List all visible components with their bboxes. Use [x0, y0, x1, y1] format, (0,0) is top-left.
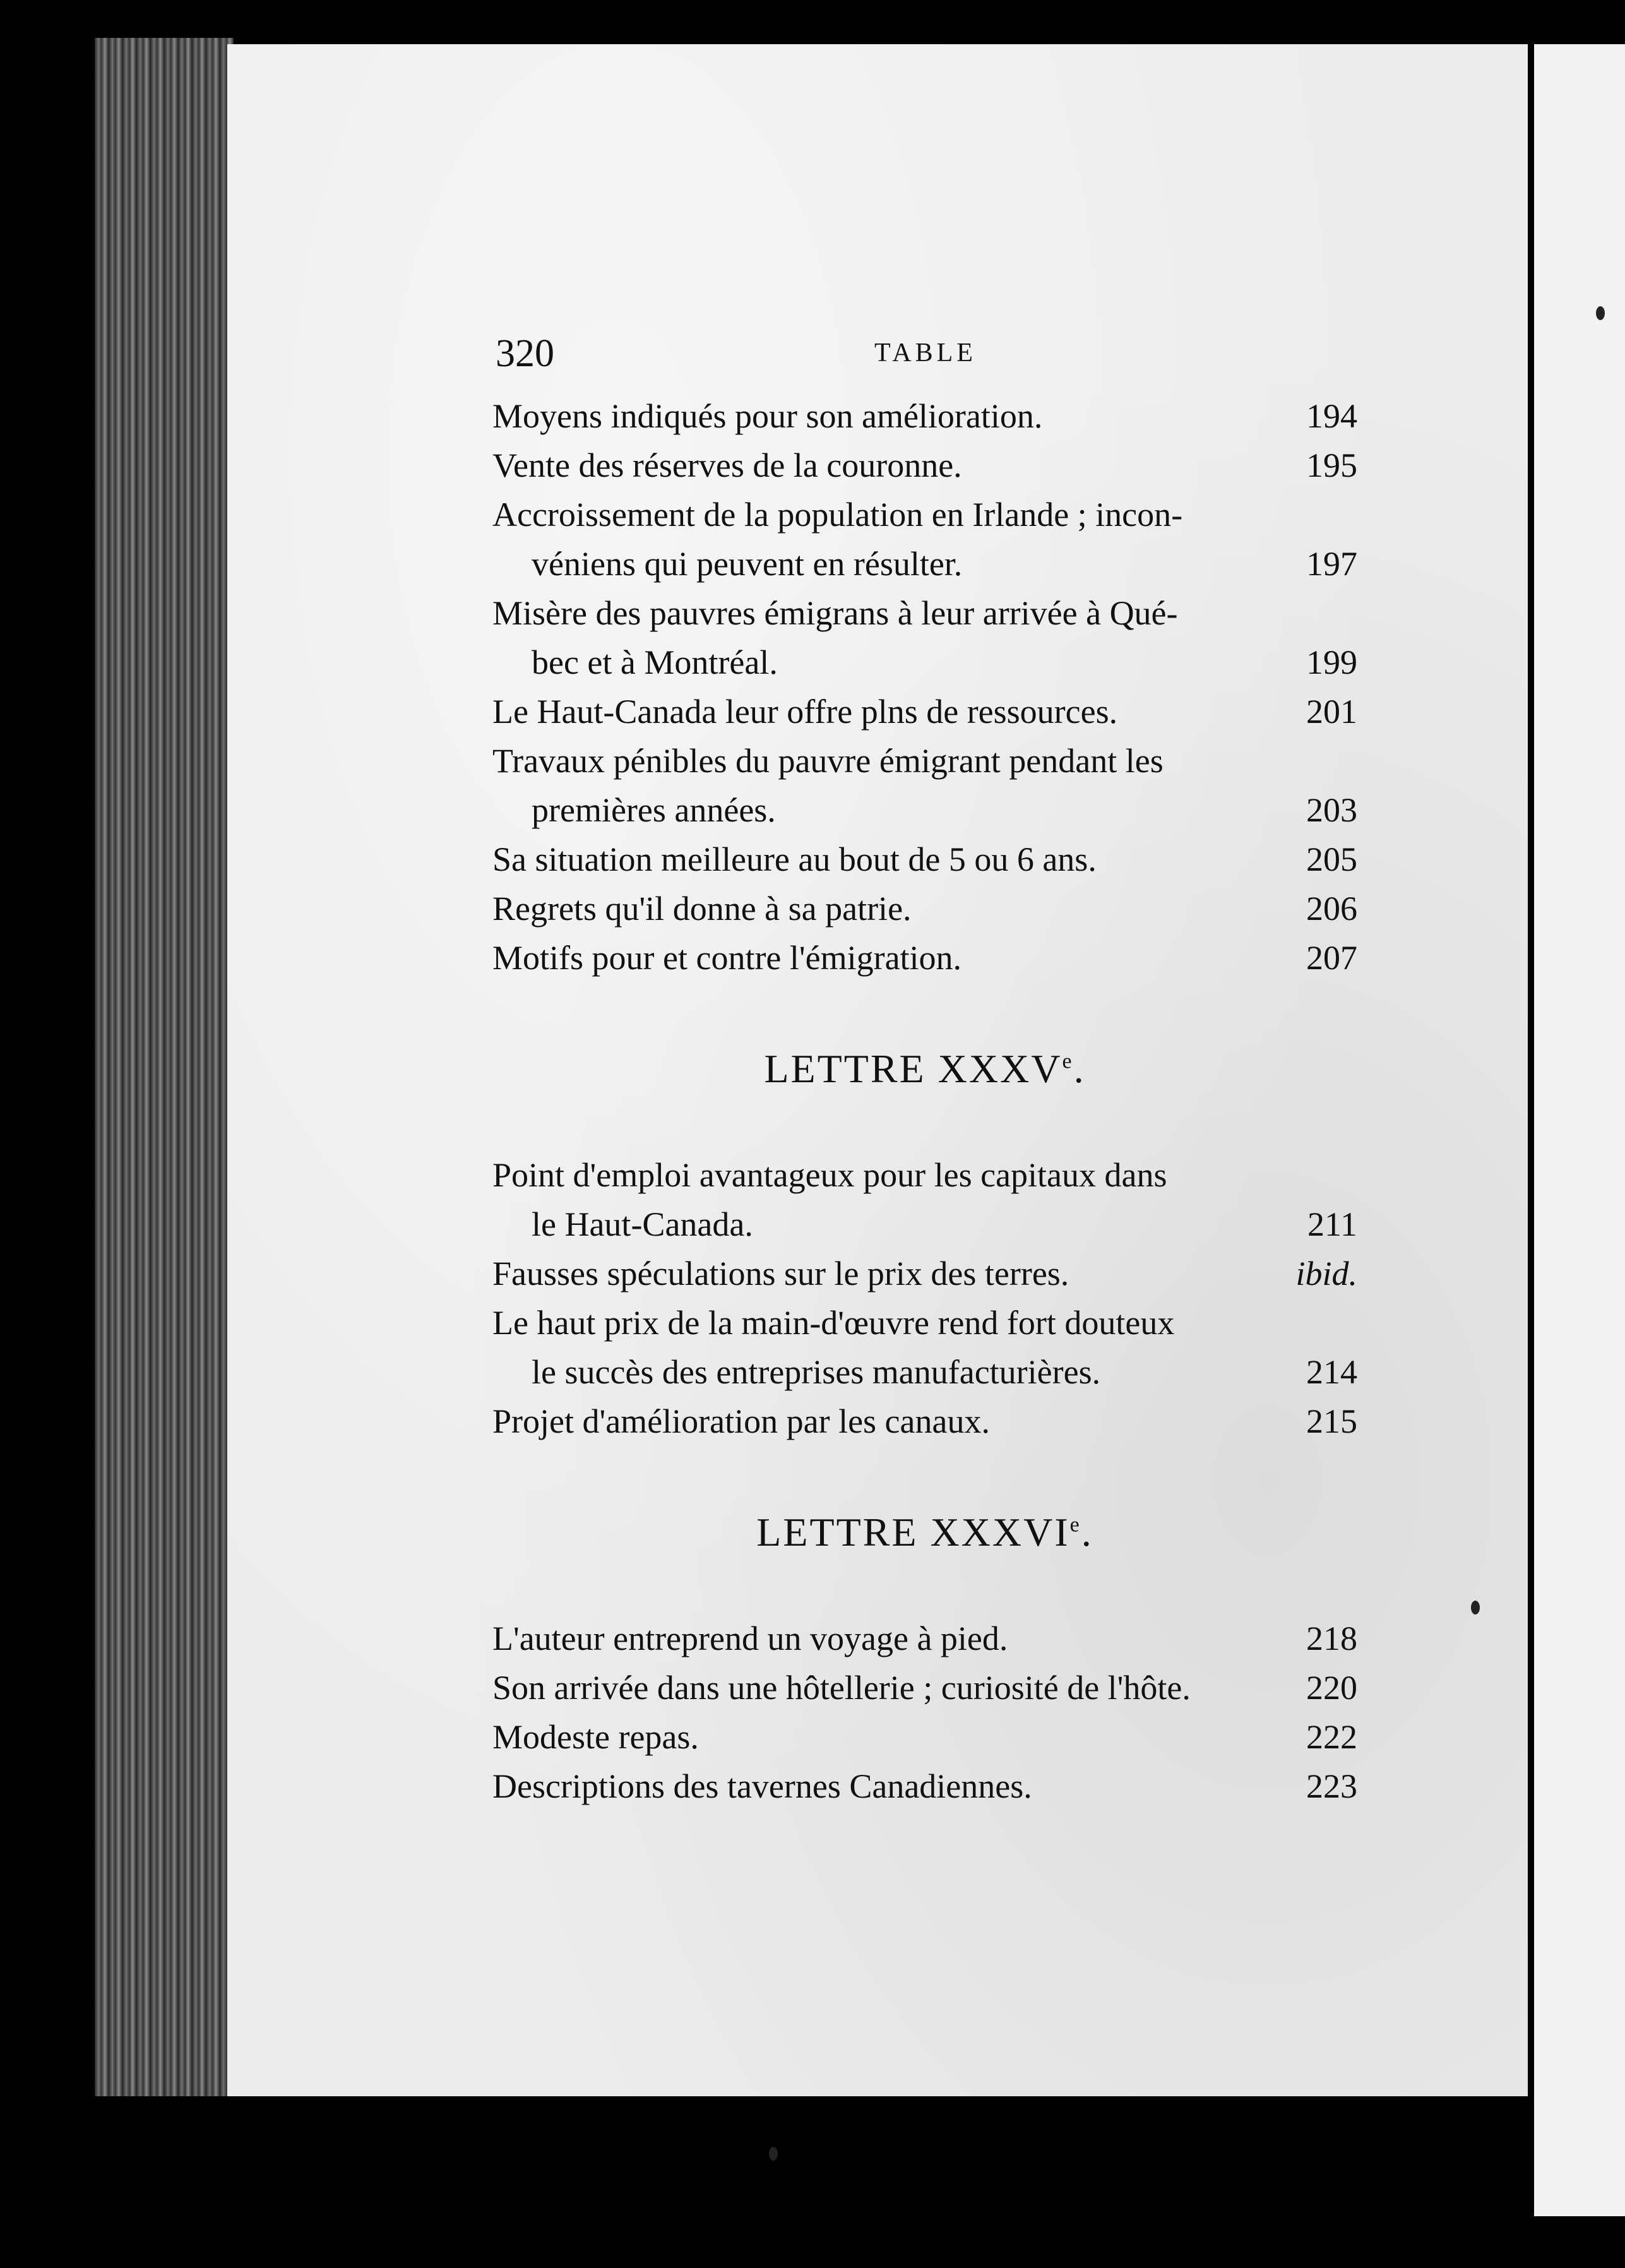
toc-page-number: ibid. — [1295, 1255, 1357, 1292]
toc-page-number: 214 — [1306, 1353, 1357, 1391]
toc-entry-text: Fausses spéculations sur le prix des terres. — [492, 1255, 1069, 1292]
toc-entry — [492, 933, 1357, 982]
toc-page-number: 222 — [1306, 1718, 1357, 1756]
toc-entry-text: bec et à Montréal. — [532, 643, 778, 681]
toc-section-continued — [492, 391, 1357, 982]
toc-entry-text: Le Haut-Canada leur offre plns de ressources. — [492, 693, 1118, 731]
toc-page-number: 199 — [1306, 643, 1357, 681]
toc-entry-text: Moyens indiqués pour son amélioration. — [492, 397, 1043, 435]
toc-entry — [492, 1614, 1357, 1663]
toc-entry — [492, 1298, 1357, 1397]
toc-entry-text: Motifs pour et contre l'émigration. — [492, 939, 962, 977]
toc-entry-text: Descriptions des tavernes Canadiennes. — [492, 1767, 1032, 1805]
ink-speck — [769, 2147, 778, 2161]
toc-entry — [492, 441, 1357, 490]
toc-entry-text: Le haut prix de la main-d'œuvre rend fort douteux — [492, 1304, 1175, 1342]
toc-entry-text: véniens qui peuvent en résulter. — [532, 545, 963, 583]
toc-entry-text: le succès des entreprises manufacturières. — [532, 1353, 1101, 1391]
letter-heading-xxxvi: LETTRE XXXVIe. — [756, 1510, 1093, 1555]
toc-entry — [492, 490, 1357, 588]
toc-entry — [492, 687, 1357, 736]
toc-entry — [492, 884, 1357, 933]
toc-page-number: 205 — [1306, 840, 1357, 878]
running-title: TABLE — [874, 338, 977, 367]
toc-entry — [492, 1663, 1357, 1712]
toc-entry — [492, 1762, 1357, 1811]
toc-page-number: 215 — [1306, 1402, 1357, 1440]
toc-page-number: 203 — [1306, 791, 1357, 829]
page-header — [496, 331, 1354, 382]
toc-entry-text: Sa situation meilleure au bout de 5 ou 6 ans. — [492, 840, 1097, 878]
toc-entry — [492, 835, 1357, 884]
toc-entry — [492, 1150, 1357, 1249]
facing-page-edge — [1534, 44, 1625, 2216]
toc-entry-text: Travaux pénibles du pauvre émigrant pendant les — [492, 742, 1164, 780]
toc-entry-text: Vente des réserves de la couronne. — [492, 446, 962, 484]
toc-page-number: 195 — [1306, 446, 1357, 484]
toc-entry — [492, 588, 1357, 687]
toc-page-number: 197 — [1306, 545, 1357, 583]
toc-page-number: 211 — [1307, 1205, 1357, 1243]
toc-entry — [492, 1397, 1357, 1446]
book-spine-shadow — [95, 38, 234, 2096]
toc-entry-text: premières années. — [532, 791, 776, 829]
toc-entry — [492, 1249, 1357, 1298]
toc-entry-text: Son arrivée dans une hôtellerie ; curiosité de l'hôte. — [492, 1669, 1191, 1707]
toc-entry-text: Regrets qu'il donne à sa patrie. — [492, 890, 912, 928]
toc-entry-text: Projet d'amélioration par les canaux. — [492, 1402, 990, 1440]
toc-entry-text: le Haut-Canada. — [532, 1205, 753, 1243]
toc-entry — [492, 736, 1357, 835]
toc-section-letter-xxxvi — [492, 1614, 1357, 1811]
toc-page-number: 223 — [1306, 1767, 1357, 1805]
toc-section-letter-xxxv — [492, 1150, 1357, 1446]
toc-page-number: 206 — [1306, 890, 1357, 928]
toc-page-number: 207 — [1306, 939, 1357, 977]
page-number: 320 — [496, 332, 554, 375]
toc-page-number: 194 — [1306, 397, 1357, 435]
toc-entry — [492, 1712, 1357, 1762]
toc-entry-text: Point d'emploi avantageux pour les capitaux dans — [492, 1156, 1167, 1194]
toc-entry-text: Accroissement de la population en Irlande ; incon- — [492, 496, 1183, 534]
table-of-contents — [492, 391, 1357, 1811]
toc-page-number: 220 — [1306, 1669, 1357, 1707]
toc-entry-text: Misère des pauvres émigrans à leur arrivée à Qué- — [492, 594, 1178, 632]
toc-page-number: 218 — [1306, 1620, 1357, 1657]
ink-speck — [1596, 306, 1605, 320]
letter-heading-xxxv: LETTRE XXXVe. — [764, 1046, 1086, 1091]
toc-entry-text: Modeste repas. — [492, 1718, 699, 1756]
toc-entry-text: L'auteur entreprend un voyage à pied. — [492, 1620, 1008, 1657]
toc-entry — [492, 391, 1357, 441]
ink-speck — [1471, 1601, 1480, 1614]
toc-page-number: 201 — [1306, 693, 1357, 731]
